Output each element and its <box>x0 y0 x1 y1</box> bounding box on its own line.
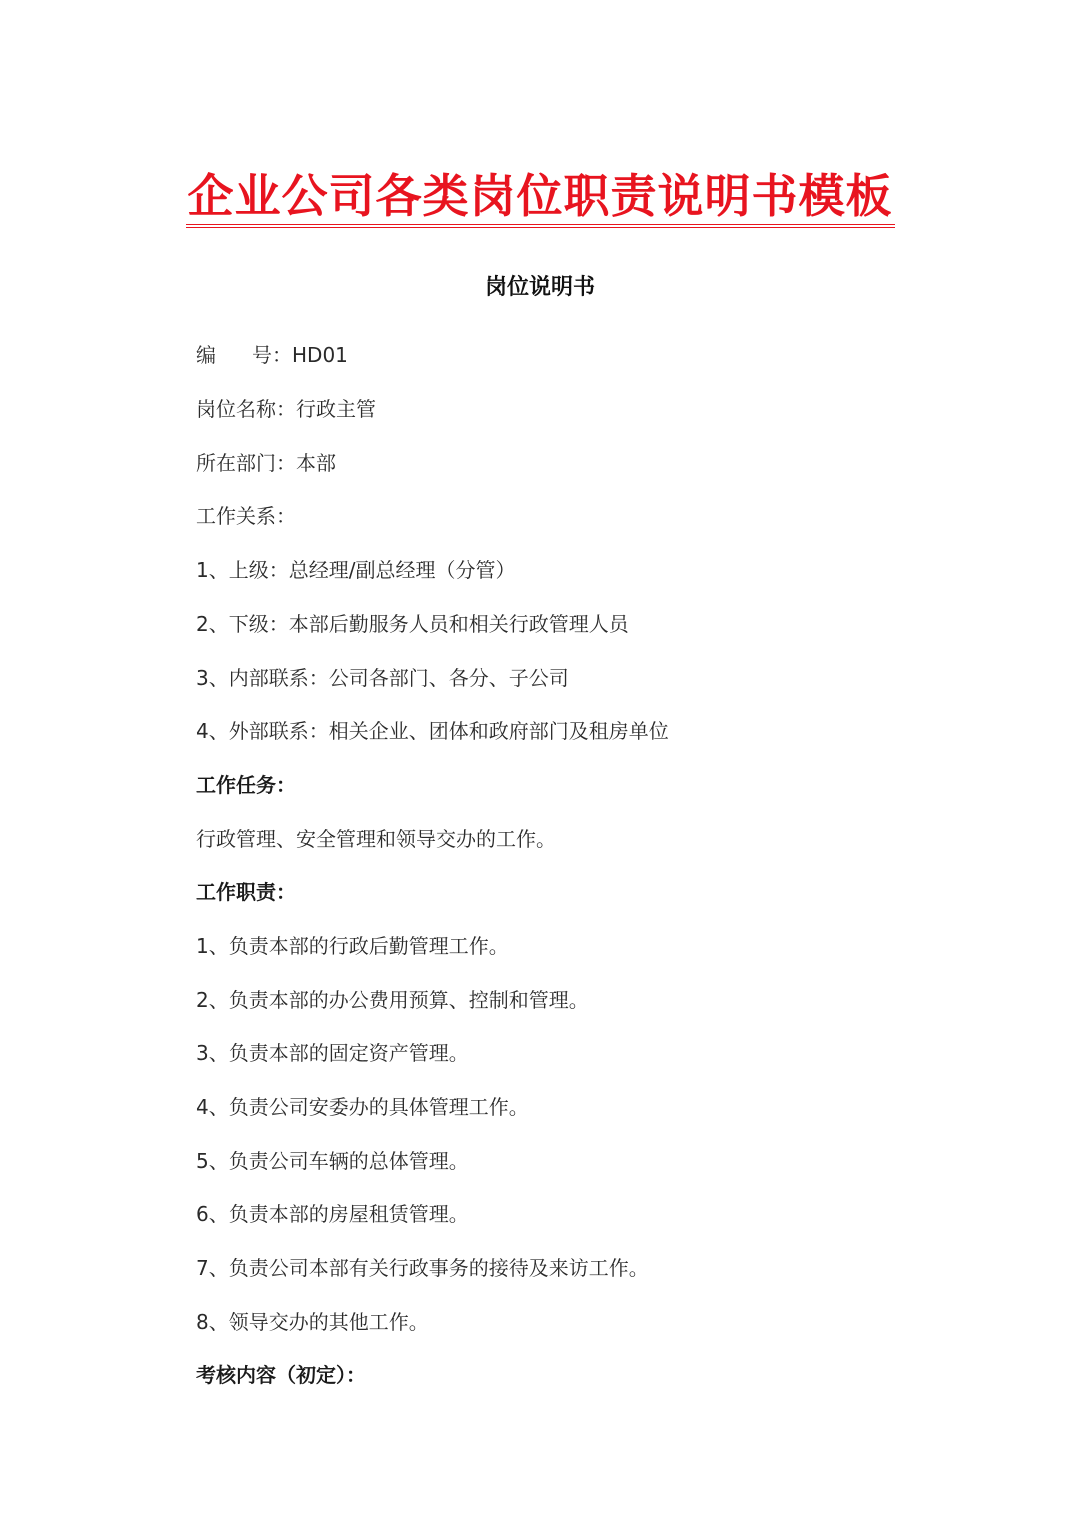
work-duty-item: 8、领导交办的其他工作。 <box>196 1310 429 1334</box>
work-duty-item: 6、负责本部的房屋租赁管理。 <box>196 1202 469 1226</box>
work-relation-item: 2、下级：本部后勤服务人员和相关行政管理人员 <box>196 612 629 636</box>
work-duty-item: 7、负责公司本部有关行政事务的接待及来访工作。 <box>196 1256 649 1280</box>
work-tasks-heading: 工作任务： <box>196 773 296 797</box>
field-number-label-a: 编 <box>196 343 216 367</box>
work-tasks-text: 行政管理、安全管理和领导交办的工作。 <box>196 827 556 851</box>
field-number-label-b: 号： <box>252 343 292 367</box>
work-duty-item: 3、负责本部的固定资产管理。 <box>196 1041 469 1065</box>
work-duty-item: 2、负责本部的办公费用预算、控制和管理。 <box>196 988 589 1012</box>
field-department: 所在部门：本部 <box>196 451 336 475</box>
work-duties-heading: 工作职责： <box>196 880 296 904</box>
work-relations-heading: 工作关系： <box>196 504 296 528</box>
assessment-heading: 考核内容（初定）： <box>196 1363 366 1387</box>
field-number-value: HD01 <box>292 343 348 367</box>
document-title <box>0 164 1080 228</box>
work-relation-item: 4、外部联系：相关企业、团体和政府部门及租房单位 <box>196 719 669 743</box>
document-title-text: 企业公司各类岗位职责说明书模板 <box>186 168 895 228</box>
work-duty-item: 1、负责本部的行政后勤管理工作。 <box>196 934 509 958</box>
work-duty-item: 5、负责公司车辆的总体管理。 <box>196 1149 469 1173</box>
field-number <box>196 339 976 371</box>
work-relation-item: 3、内部联系：公司各部门、各分、子公司 <box>196 666 569 690</box>
field-position-name: 岗位名称：行政主管 <box>196 397 376 421</box>
document-subtitle: 岗位说明书 <box>484 275 595 300</box>
work-duty-item: 4、负责公司安委办的具体管理工作。 <box>196 1095 529 1119</box>
work-relation-item: 1、上级：总经理/副总经理（分管） <box>196 558 516 582</box>
